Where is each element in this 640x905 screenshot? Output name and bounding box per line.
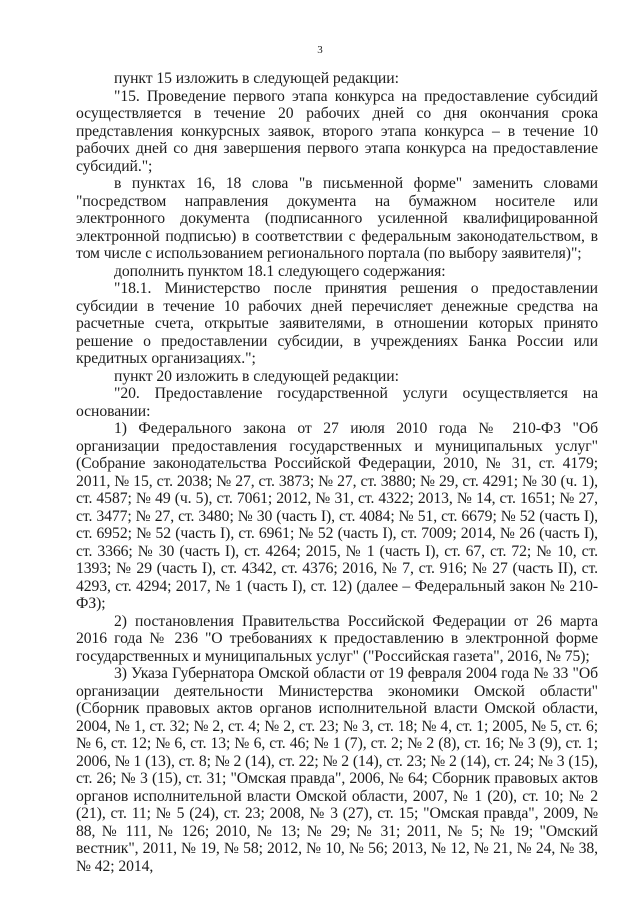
document-body — [76, 70, 598, 875]
paragraph-point-15-intro: пункт 15 изложить в следующей редакции: — [114, 70, 399, 87]
paragraph-item-2: 2) постановления Правительства Российской Федерации от 26 марта 2016 года № 236 "О требованиях к предоставлению в электронной форме государственных и муниципальных услуг" ("Российская газета", 2016, № 75); — [76, 612, 598, 665]
paragraph-item-3: 3) Указа Губернатора Омской области от 19 февраля 2004 года № 33 "Об организации деятельности Министерства экономики Омской области" (Сборник правовых актов органов исполнительной власти Омской области, 2004, № 1, ст. 32; № 2, ст. 4; № 2, ст. 23; № 3, ст. 18; № 4, ст. 1; 2005, № 5, ст. 6; № 6, ст. 12; № 6, ст. 13; № 6, ст. 46; № 1 (7), ст. 2; № 2 (8), ст. 16; № 3 (9), ст. 1; 2006, № 1 (13), ст. 8; № 2 (14), ст. 22; № 2 (14), ст. 23; № 2 (14), ст. 24; № 3 (15), ст. 26; № 3 (15), ст. 31; "Омская правда", 2006, № 64; Сборник правовых актов органов исполнительной власти Омской области, 2007, № 1 (20), ст. 10; № 2 (21), ст. 11; № 5 (24), ст. 23; 2008, № 3 (27), ст. 15; "Омская правда", 2009, № 88, № 111, № 126; 2010, № 13; № 29; № 31; 2011, № 5; № 19; "Омский вестник", 2011, № 19, № 58; 2012, № 10, № 56; 2013, № 12, № 21, № 24, № 38, № 42; 2014, — [76, 665, 598, 875]
paragraph-point-15-text: "15. Проведение первого этапа конкурса на предоставление субсидий осуществляется в течение 20 рабочих дней со дня окончания срока представления конкурсных заявок, второго этапа конкурса – в течение 10 рабочих дней со дня завершения первого этапа конкурса на предоставление субсидий."; — [76, 87, 598, 175]
paragraph-point-18-1-intro: дополнить пунктом 18.1 следующего содержания: — [114, 262, 446, 280]
paragraph-item-1: 1) Федерального закона от 27 июля 2010 года № 210-ФЗ "Об организации предоставления государственных и муниципальных услуг" (Собрание законодательства Российской Федерации, 2010, № 31, ст. 4179; 2011, № 15, ст. 2038; № 27, ст. 3873; № 27, ст. 3880; № 29, ст. 4291; № 30 (ч. 1), ст. 4587; № 49 (ч. 5), ст. 7061; 2012, № 31, ст. 4322; 2013, № 14, ст. 1651; № 27, ст. 3477; № 27, ст. 3480; № 30 (часть I), ст. 4084; № 51, ст. 6679; № 52 (часть I), ст. 6952; № 52 (часть I), ст. 6961; № 52 (часть I), ст. 7009; 2014, № 26 (часть I), ст. 3366; № 30 (часть I), ст. 4264; 2015, № 1 (часть I), ст. 67, ст. 72; № 10, ст. 1393; № 29 (часть I), ст. 4342, ст. 4376; 2016, № 7, ст. 916; № 27 (часть II), ст. 4293, ст. 4294; 2017, № 1 (часть I), ст. 12) (далее – Федеральный закон № 210-ФЗ); — [76, 420, 598, 612]
paragraph-point-20-text: "20. Предоставление государственной услуги осуществляется на основании: — [76, 385, 598, 420]
paragraph-points-16-18: в пунктах 16, 18 слова "в письменной форме" заменить словами "посредством направления документа на бумажном носителе или электронного документа (подписанного усиленной квалифицированной электронной подписью) в соответствии с федеральным законодательством, в том числе с использованием регионального портала (по выбору заявителя)"; — [76, 175, 598, 262]
paragraph-point-20-intro: пункт 20 изложить в следующей редакции: — [114, 367, 399, 385]
page-number: 3 — [317, 44, 323, 56]
paragraph-point-18-1-text: "18.1. Министерство после принятия решения о предоставлении субсидии в течение 10 рабочих дней перечисляет денежные средства на расчетные счета, открытые заявителями, в отношении которых принято решение о предоставлении субсидии, в учреждениях Банка России или кредитных организациях."; — [76, 280, 598, 367]
